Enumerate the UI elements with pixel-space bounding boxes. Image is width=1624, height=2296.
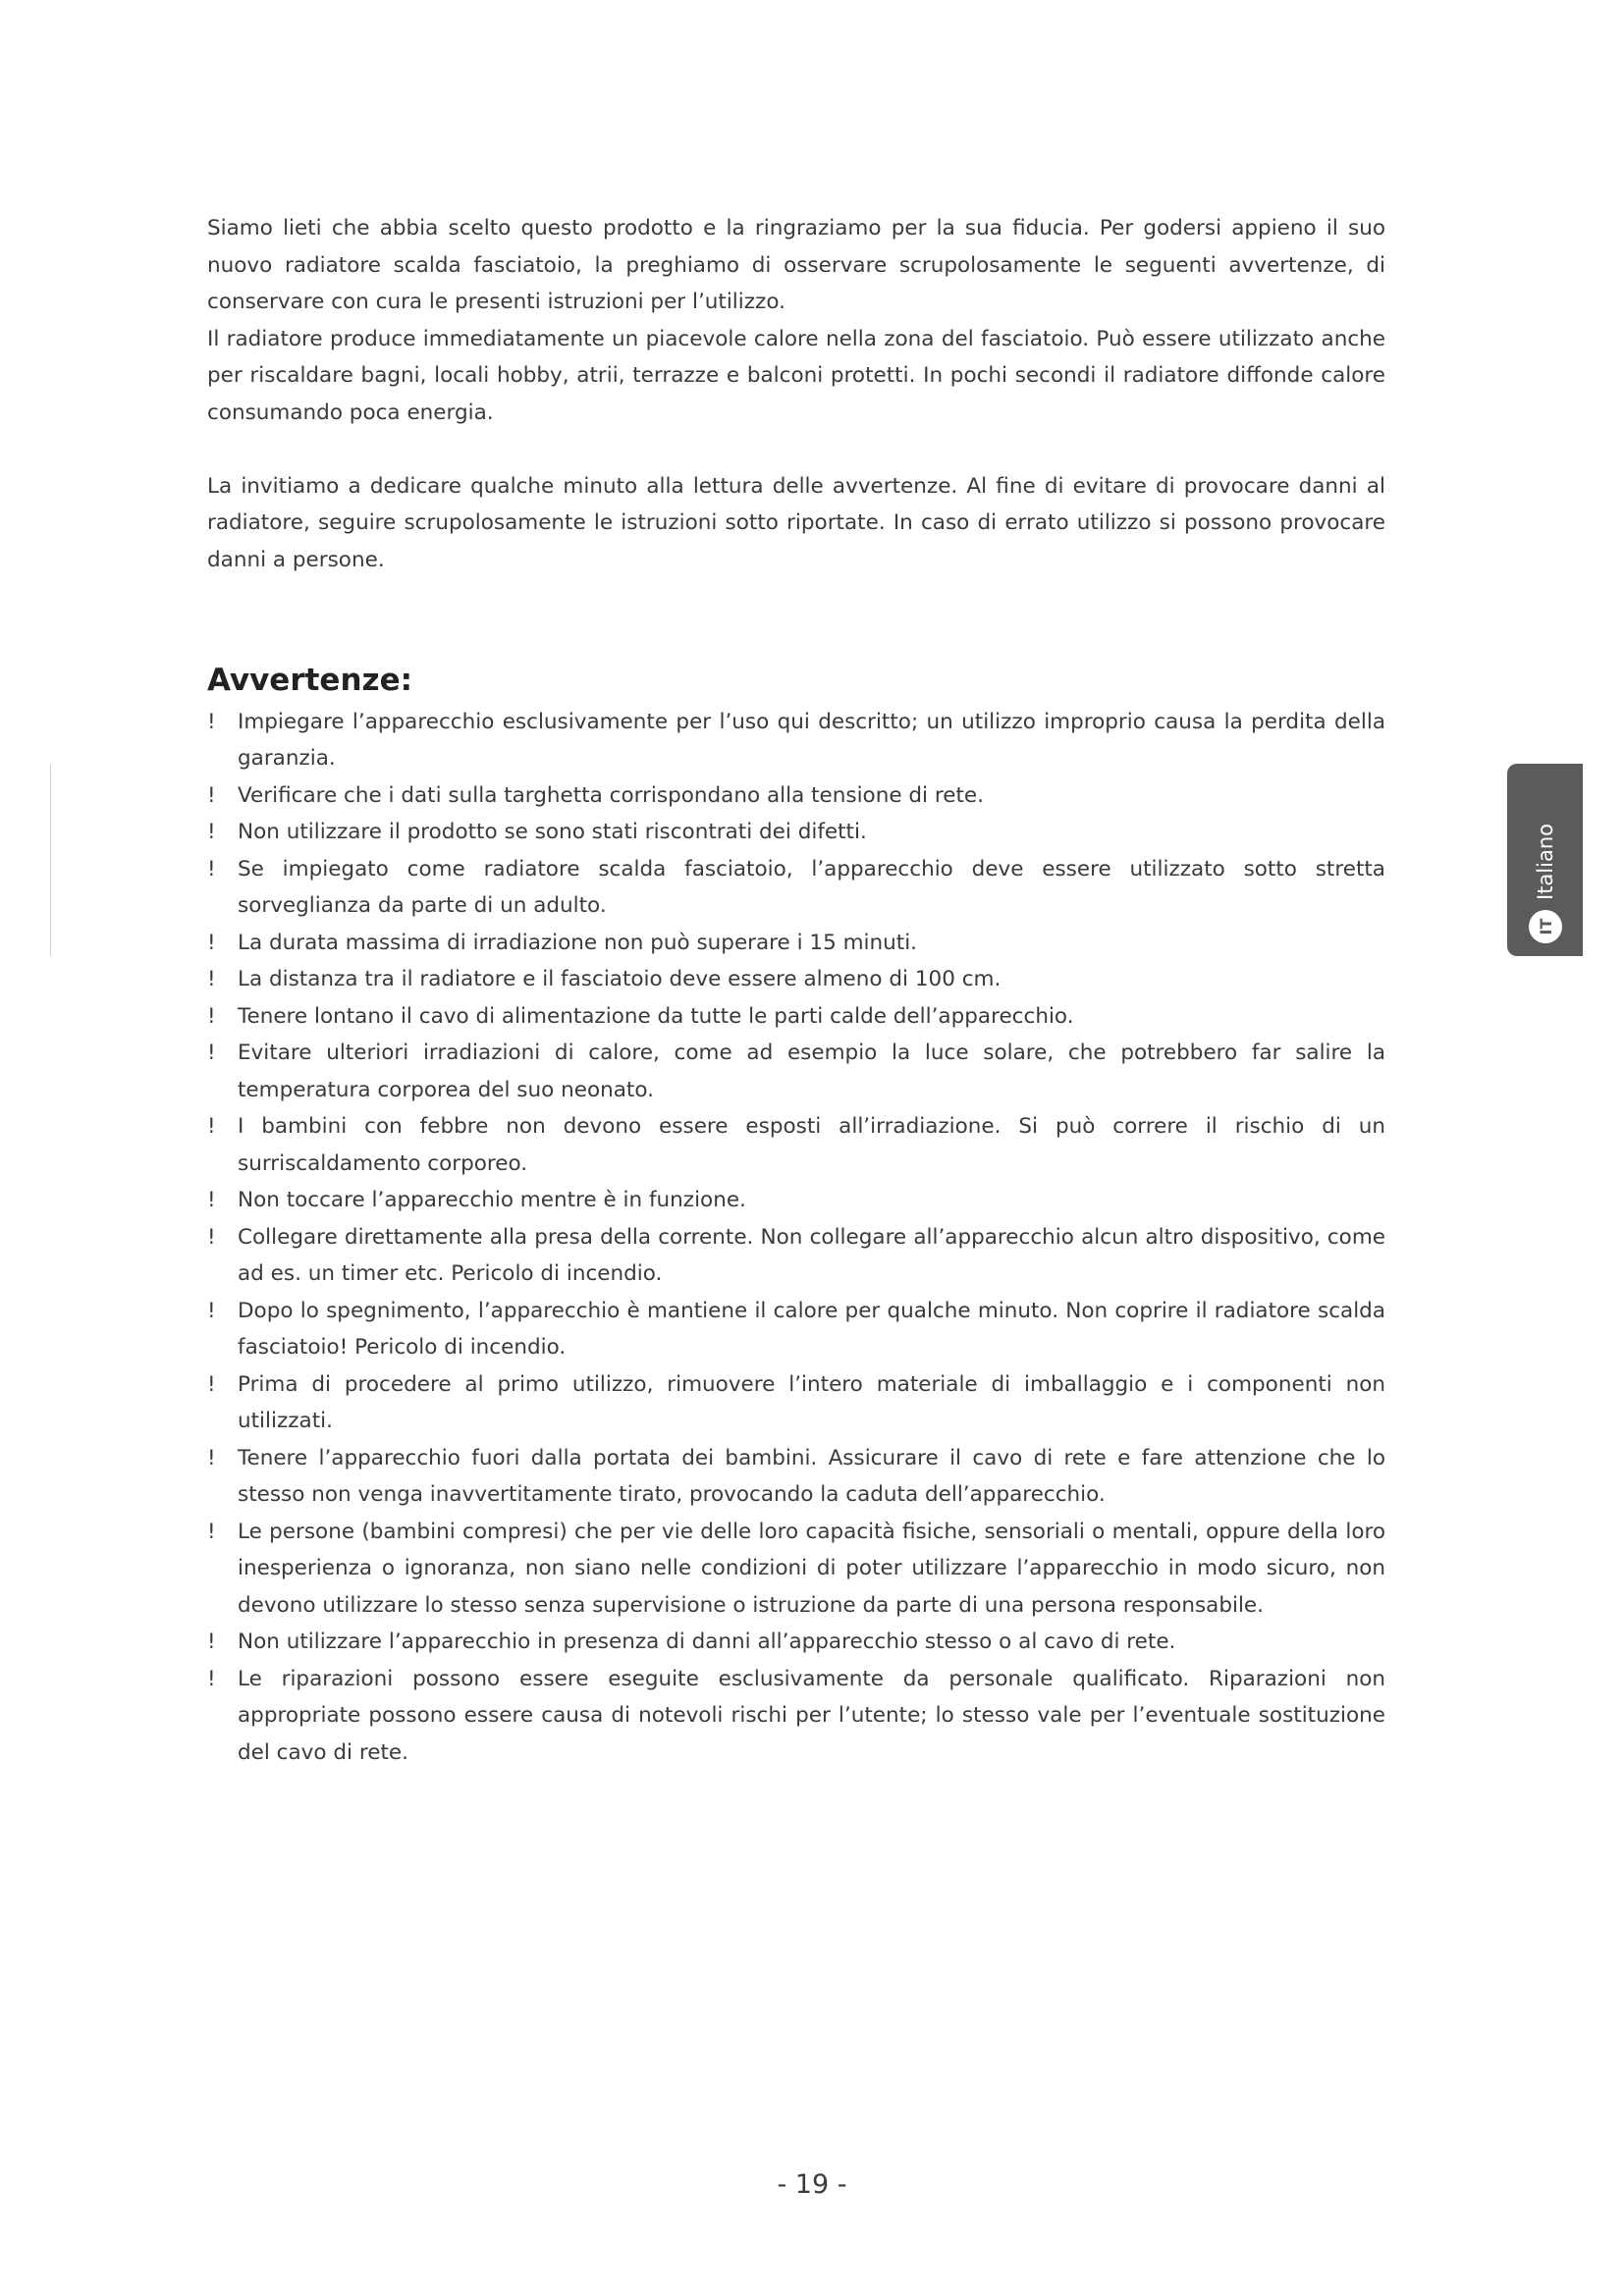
warning-item bbox=[207, 1661, 1385, 1772]
warning-item bbox=[207, 1035, 1385, 1108]
warning-item bbox=[207, 814, 1385, 851]
warning-item bbox=[207, 1624, 1385, 1661]
warning-bullet: ! bbox=[207, 1445, 216, 1470]
warning-text: Le persone (bambini compresi) che per vie delle loro capacità fisiche, sensoriali o mentali, oppure della loro inesperienza o ignoranza, non siano nelle condizioni di poter utilizzare l’apparecchio in modo sicuro, non devono utilizzare lo stesso senza supervisione o istruzione da parte di una persona responsabile. bbox=[238, 1519, 1385, 1618]
warning-item bbox=[207, 961, 1385, 998]
warning-bullet: ! bbox=[207, 1041, 216, 1065]
warning-bullet: ! bbox=[207, 1666, 216, 1691]
page-content bbox=[207, 210, 1385, 1771]
warnings-list bbox=[207, 704, 1385, 1772]
warning-text: Tenere lontano il cavo di alimentazione da tutte le parti calde dell’apparecchio. bbox=[238, 1003, 1074, 1029]
warning-item bbox=[207, 704, 1385, 777]
warning-text: La durata massima di irradiazione non può superare i 15 minuti. bbox=[238, 930, 918, 955]
warning-bullet: ! bbox=[207, 967, 216, 991]
warning-item bbox=[207, 998, 1385, 1036]
warning-text: La distanza tra il radiatore e il fasciatoio deve essere almeno di 100 cm. bbox=[238, 967, 1001, 991]
warning-bullet: ! bbox=[207, 1188, 216, 1212]
warning-item bbox=[207, 777, 1385, 815]
margin-rule bbox=[50, 764, 51, 956]
warnings-heading: Avvertenze: bbox=[207, 662, 412, 698]
warning-bullet: ! bbox=[207, 820, 216, 844]
warning-bullet: ! bbox=[207, 1519, 216, 1544]
warning-text: Dopo lo spegnimento, l’apparecchio è mantiene il calore per qualche minuto. Non coprire il radiatore scalda fasciatoio! Pericolo di incendio. bbox=[238, 1298, 1385, 1360]
warning-bullet: ! bbox=[207, 1224, 216, 1250]
warning-text: Non utilizzare l’apparecchio in presenza di danni all’apparecchio stesso o al cavo di rete. bbox=[238, 1629, 1176, 1654]
warning-text: Non toccare l’apparecchio mentre è in funzione. bbox=[238, 1188, 746, 1212]
warning-text: Impiegare l’apparecchio esclusivamente per l’uso qui descritto; un utilizzo improprio causa la perdita della garanzia. bbox=[238, 709, 1385, 771]
warning-item bbox=[207, 1293, 1385, 1366]
warning-text: Prima di procedere al primo utilizzo, rimuovere l’intero materiale di imballaggio e i componenti non utilizzati. bbox=[238, 1371, 1385, 1433]
intro-paragraph-2: Il radiatore produce immediatamente un piacevole calore nella zona del fasciatoio. Può essere utilizzato anche per riscaldare bagni, locali hobby, atrii, terrazze e balconi protetti. In pochi secondi il radiatore diffonde calore consumando poca energia. bbox=[207, 326, 1385, 425]
warning-item bbox=[207, 1366, 1385, 1440]
warning-item bbox=[207, 925, 1385, 962]
warning-item bbox=[207, 851, 1385, 925]
warning-item bbox=[207, 1108, 1385, 1182]
language-code-badge: IT bbox=[1529, 910, 1562, 943]
warning-text: Le riparazioni possono essere eseguite esclusivamente da personale qualificato. Riparazioni non appropriate possono essere causa di notevoli rischi per l’utente; lo stesso vale per l’eventuale sostituzione del cavo di rete. bbox=[238, 1666, 1385, 1765]
warning-item bbox=[207, 1182, 1385, 1219]
warning-bullet: ! bbox=[207, 856, 216, 881]
warning-bullet: ! bbox=[207, 1371, 216, 1397]
page-number: - 19 - bbox=[777, 2169, 847, 2200]
warning-item bbox=[207, 1219, 1385, 1293]
language-label: Italiano bbox=[1533, 824, 1557, 900]
warning-bullet: ! bbox=[207, 1114, 216, 1139]
warning-text: Verificare che i dati sulla targhetta corrispondano alla tensione di rete. bbox=[238, 782, 984, 808]
warning-item bbox=[207, 1440, 1385, 1514]
language-tab bbox=[1507, 764, 1583, 956]
warning-item bbox=[207, 1514, 1385, 1625]
warning-bullet: ! bbox=[207, 1298, 216, 1323]
warning-bullet: ! bbox=[207, 930, 216, 955]
warning-bullet: ! bbox=[207, 1629, 216, 1654]
warning-text: Evitare ulteriori irradiazioni di calore, come ad esempio la luce solare, che potrebbero far salire la temperatura corporea del suo neonato. bbox=[238, 1041, 1385, 1102]
warning-text: Non utilizzare il prodotto se sono stati riscontrati dei difetti. bbox=[238, 820, 867, 844]
warning-text: Se impiegato come radiatore scalda fasciatoio, l’apparecchio deve essere utilizzato sotto stretta sorveglianza da parte di un adulto. bbox=[238, 856, 1385, 918]
warning-bullet: ! bbox=[207, 782, 216, 808]
warning-bullet: ! bbox=[207, 1003, 216, 1029]
intro-paragraph-3: La invitiamo a dedicare qualche minuto alla lettura delle avvertenze. Al fine di evitare di provocare danni al radiatore, seguire scrupolosamente le istruzioni sotto riportate. In caso di errato utilizzo si possono provocare danni a persone. bbox=[207, 473, 1385, 572]
warning-bullet: ! bbox=[207, 709, 216, 734]
intro-paragraph-1: Siamo lieti che abbia scelto questo prodotto e la ringraziamo per la sua fiducia. Per godersi appieno il suo nuovo radiatore scalda fasciatoio, la preghiamo di osservare scrupolosamente le seguenti avvertenze, di conservare con cura le presenti istruzioni per l’utilizzo. bbox=[207, 216, 1385, 314]
warning-text: Collegare direttamente alla presa della corrente. Non collegare all’apparecchio alcun altro dispositivo, come ad es. un timer etc. Pericolo di incendio. bbox=[238, 1224, 1385, 1286]
warning-text: I bambini con febbre non devono essere esposti all’irradiazione. Si può correre il rischio di un surriscaldamento corporeo. bbox=[238, 1114, 1385, 1176]
warning-text: Tenere l’apparecchio fuori dalla portata dei bambini. Assicurare il cavo di rete e fare attenzione che lo stesso non venga inavvertitamente tirato, provocando la caduta dell’apparecchio. bbox=[238, 1445, 1385, 1507]
